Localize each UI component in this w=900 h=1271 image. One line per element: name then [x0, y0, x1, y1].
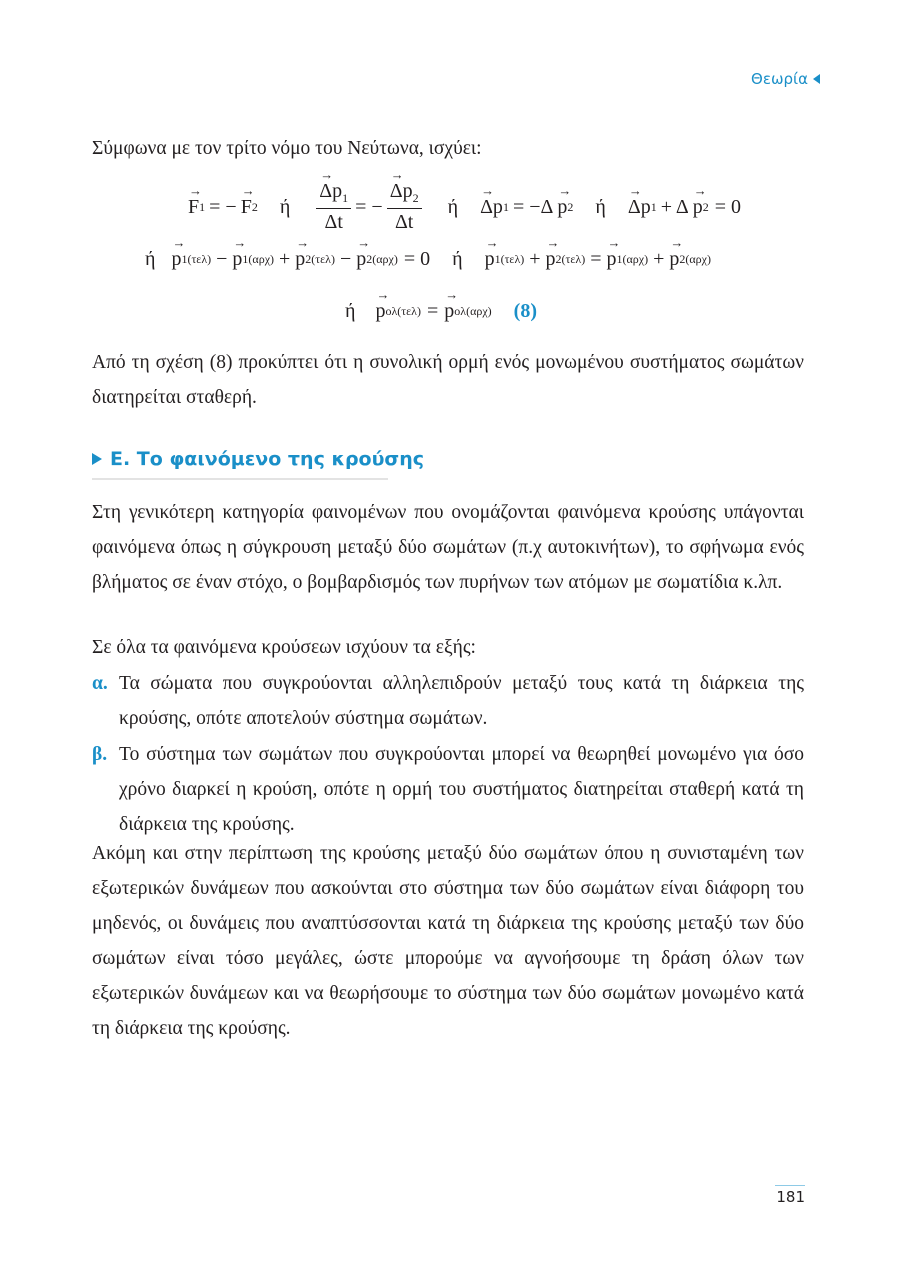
paragraph-2: Σε όλα τα φαινόμενα κρούσεων ισχύουν τα εξής:: [92, 637, 476, 658]
page-number: 181: [776, 1188, 805, 1206]
triangle-right-icon: [92, 453, 102, 465]
eq-or: ή: [279, 195, 291, 218]
eq-or: ή: [452, 248, 463, 270]
eq-dp1b: → Δp: [628, 196, 651, 219]
eq-fraction-2: → $\frac{\Delta p_2}{\Delta t}$: [387, 180, 422, 234]
list-marker: β.: [92, 744, 108, 765]
eq-dp2b: → p: [693, 196, 703, 219]
eq-F1: → F: [188, 196, 199, 219]
eq-or: ή: [345, 300, 356, 322]
eq-op: = 0: [714, 195, 742, 218]
eq-op: = −: [209, 195, 237, 218]
eq-fraction-1: → $\frac{\Delta p_1}{\Delta t}$: [316, 180, 351, 234]
section-heading: [92, 448, 424, 470]
eq-or: ή: [145, 248, 156, 270]
section-title: Ε. Το φαινόμενο της κρούσης: [110, 448, 425, 470]
list-item: [92, 737, 804, 842]
triangle-left-icon: [813, 74, 820, 84]
eq-dp1: → Δp: [480, 196, 503, 219]
paragraph-3: Ακόμη και στην περίπτωση της κρούσης μεταξύ δύο σωμάτων όπου η συνισταμένη των εξωτερικών δυνάμεων που ασκούνται στο σύστημα των δύο σωμάτων είναι διάφορη του μηδενός, οι δυνάμεις που αναπτύσσονται κατά τη διάρκεια της κρούσης μεταξύ των δύο σωμάτων είναι τόσο μεγάλες, ώστε μπορούμε να αγνοήσουμε τη δράση όλων των εξωτερικών δυνάμεων και να θεωρήσουμε το σύστημα των δύο σωμάτων μονωμένο κατά τη διάρκεια της κρούσης.: [92, 843, 804, 1039]
list-marker: α.: [92, 673, 108, 694]
eq-sub: 2: [251, 199, 258, 214]
section-header-label: Θεωρία: [751, 70, 808, 88]
list-item-text: Τα σώματα που συγκρούονται αλληλεπιδρούν μεταξύ τους κατά τη διάρκεια της κρούσης, οπότε αποτελούν σύστημα σωμάτων.: [119, 673, 804, 729]
eq-F2: → F: [241, 196, 252, 219]
page-number-rule: [775, 1185, 805, 1186]
conclusion-text: Από τη σχέση (8) προκύπτει ότι η συνολική ορμή ενός μονωμένου συστήματος σωμάτων διατηρείται σταθερή.: [92, 352, 804, 408]
equation-number: (8): [513, 300, 537, 322]
eq-sub: 1: [199, 199, 206, 214]
list-item: [92, 666, 804, 736]
equation-line-1: → F 1 = − → F 2 ή → $\frac{\Delta p_1}{\Delta t}$ = − → $\frac{\Delta p_2}{\Delta t}$ ή → Δp 1 = −Δ → p 2 ή → Δp 1 + Δ → p 2 = 0: [188, 180, 741, 234]
eq-op: = −: [355, 195, 383, 218]
eq-or: ή: [447, 195, 459, 218]
eq-op: = −Δ: [512, 195, 554, 218]
eq-dp2: → p: [557, 196, 567, 219]
paragraph-1: Στη γενικότερη κατηγορία φαινομένων που ονομάζονται φαινόμενα κρούσης υπάγονται φαινόμενα όπως η σύγκρουση μεταξύ δύο σωμάτων (π.χ αυτοκινήτων), το σφήνωμα ενός βλήματος σε έναν στόχο, ο βομβαρδισμός των πυρήνων των ατόμων με σωματίδια κ.λπ.: [92, 502, 804, 593]
eq-or: ή: [595, 195, 606, 218]
list-item-text: Το σύστημα των σωμάτων που συγκρούονται μπορεί να θεωρηθεί μονωμένο για όσο χρόνο διαρκεί η κρούση, οπότε η ορμή του συστήματος διατηρείται σταθερή κατά τη διάρκεια της κρούσης.: [119, 744, 804, 835]
section-header-tag: [751, 70, 820, 88]
eq-op: + Δ: [660, 195, 689, 218]
equation-line-3: ή → p ολ(τελ) = → p ολ(αρχ) (8): [345, 300, 537, 323]
equation-line-2: ή → p 1(τελ) − → p 1(αρχ) + → p 2(τελ) − → p 2(αρχ) = 0 ή → p 1(τελ) + → p 2(τελ) = → p 1(αρχ) + → p 2(αρχ): [145, 248, 711, 271]
intro-text: Σύμφωνα με τον τρίτο νόμο του Νεύτωνα, ισχύει:: [92, 138, 482, 159]
section-divider: [92, 478, 388, 480]
